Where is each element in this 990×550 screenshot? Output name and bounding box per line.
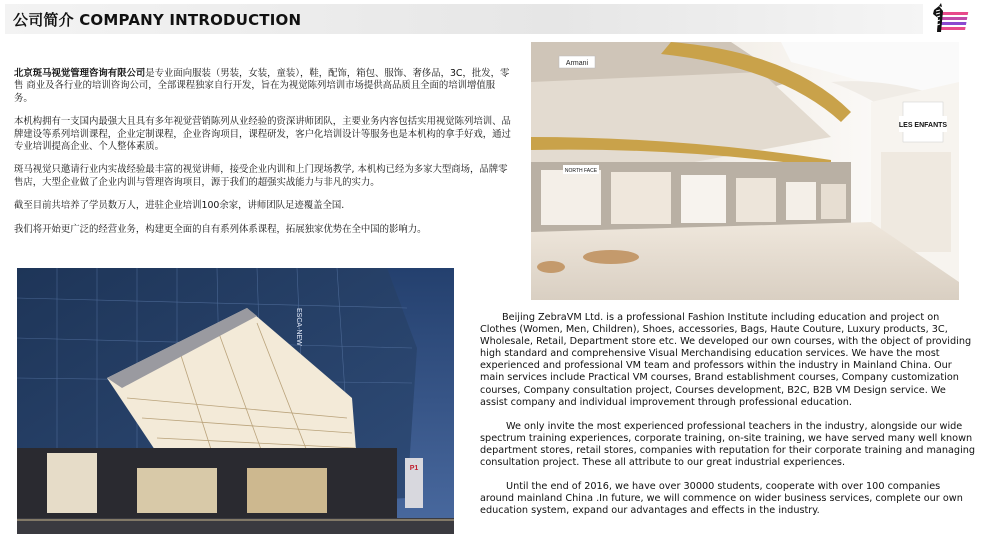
company-name-cn: 北京斑马视觉管理咨询有限公司 — [14, 68, 146, 79]
en-paragraph-3: Until the end of 2016, we have over 30000 students, cooperate with over 100 companies around mainland China .In future, we will commence on wider business services, complete our own education system, expand our advantages and effects in the industry. — [480, 481, 963, 517]
building-exterior-photo — [17, 268, 454, 534]
en-paragraph-2: We only invite the most experienced professional teachers in the industry, alongside our wide spectrum training experiences, corporate training, on-site training, we have served many well known department stores, retail stores, companies with reputation for their corporate training and managing consultation project. These all attribute to our great industrial experiences. — [480, 420, 976, 469]
chinese-intro — [14, 68, 512, 247]
cn-paragraph-3: 斑马视觉只邀请行业内实战经验最丰富的视觉讲师，接受企业内训和上门现场教学, 本机构已经为多家大型商场，品牌零售店，大型企业做了企业内训与管理咨询项目，源于我们的超强实战能力与非凡的实力。 — [14, 164, 508, 188]
sign-les-enfants: LES ENFANTS — [898, 122, 948, 129]
mall-interior-photo — [531, 42, 959, 300]
header-bar — [5, 4, 923, 34]
page-title: 公司简介 COMPANY INTRODUCTION — [13, 10, 302, 29]
cn-paragraph-4: 截至目前共培养了学员数万人，进驻企业培训100余家，讲师团队足迹覆盖全国. — [14, 200, 345, 212]
cn-paragraph-1: 北京斑马视觉管理咨询有限公司是专业面向服装（男装，女装，童装），鞋，配饰，箱包、服饰、奢侈品，3C，批发，零售 商业及各行业的培训咨询公司，全部课程独家自行开发，旨在为视觉陈列培训市场提供高品质且全面的培训增值服务。 — [14, 68, 510, 104]
sign-north-face: NORTH FACE — [564, 168, 598, 174]
en-paragraph-1: Beijing ZebraVM Ltd. is a professional Fashion Institute including education and project on Clothes (Women, Men, Children), Shoes, accessories, Bags, Haute Couture, Luxury products, 3C, Wholesale, Retail, Department store etc. We developed our own courses, with the object of providing high standard and comprehensive Visual Merchandising education services. We have the most experienced and professional VM team and professors within the industry in Mainland China. Our main services include Practical VM courses, Brand establishment courses, Company customization courses, Company consultation project, Courses development, B2C, B2B VM Design service. We assist company and individual improvement through professional education. — [480, 312, 972, 408]
cn-paragraph-2: 本机构拥有一支国内最强大且具有多年视觉营销陈列从业经验的资深讲师团队，主要业务内容包括实用视觉陈列培训、品牌建设等系列培训课程，企业定制课程，企业咨询项目，课程研发，客户化培训设计等服务也是本机构的拿手好戏，通过专业培训提高企业、个人整体素质。 — [14, 116, 511, 153]
sign-pillar: P1 — [409, 465, 419, 472]
zebra-logo-icon — [928, 2, 974, 36]
cn-paragraph-5: 我们将开始更广泛的经营业务，构建更全面的自有系列体系课程，拓展独家优势在全中国的影响力。 — [14, 223, 427, 235]
english-intro — [480, 312, 976, 529]
sign-vertical: ESCA·NEW — [295, 308, 302, 346]
sign-armani: Armani — [565, 60, 589, 67]
